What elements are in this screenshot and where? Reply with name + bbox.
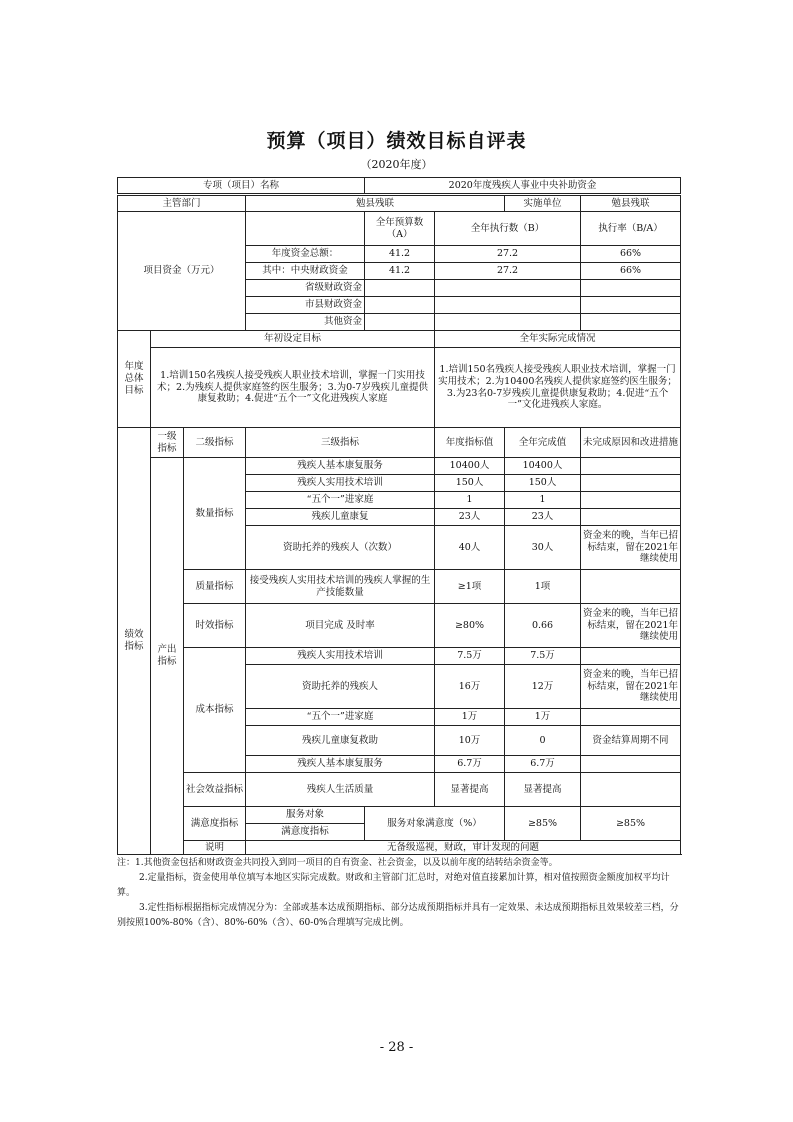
- indicator-actual: 12万: [505, 665, 581, 709]
- funds-row-label: 年度资金总额：: [246, 246, 365, 263]
- funds-row-label: 市县财政资金: [246, 297, 365, 314]
- funds-row-label: 其他资金: [246, 314, 365, 331]
- footnote: 3.定性指标根据指标完成情况分为：全部或基本达成预期指标、部分达成预期指标并具有一定效果、未达成预期指标且效果较差三档，分别按照100%-80%（含）、80%-60%（含）、60-0%合理填写完成比例。: [117, 903, 679, 928]
- indicator-actual: 30人: [505, 526, 581, 570]
- dept-value: 勉县残联: [246, 195, 505, 212]
- indicator-target: 150人: [435, 475, 505, 492]
- remark-label: 说明: [184, 841, 246, 855]
- indicator-reason: [581, 570, 681, 604]
- indicator-name: 残疾人生活质量: [246, 773, 435, 807]
- indicator-name: 项目完成 及时率: [246, 604, 435, 648]
- satisfaction-level2-label: 满意度指标: [246, 824, 365, 841]
- indicator-actual: 23人: [505, 509, 581, 526]
- funds-row-exec: [435, 297, 581, 314]
- indicator-target: 40人: [435, 526, 505, 570]
- funds-row-budget: 41.2: [365, 263, 435, 280]
- indicator-actual: 150人: [505, 475, 581, 492]
- funds-row-rate: 66%: [581, 263, 681, 280]
- service-object-label: 服务对象: [246, 807, 365, 824]
- footnotes: [117, 856, 682, 931]
- indicator-actual: 6.7万: [505, 756, 581, 773]
- indicators-label: 绩效指标: [118, 428, 151, 855]
- goals-initial-header: 年初设定目标: [151, 331, 435, 348]
- footnote: 2.定量指标，资金使用单位填写本地区实际完成数。财政和主管部门汇总时，对绝对值直接累加计算，相对值按照资金额度加权平均计算。: [117, 873, 670, 898]
- funds-row-budget: [365, 280, 435, 297]
- indicator-reason: [581, 709, 681, 726]
- indicator-reason: [581, 458, 681, 475]
- indicator-reason: 资金来的晚，当年已招标结束，留在2021年继续使用: [581, 526, 681, 570]
- quality-indicator-label: 质量指标: [184, 570, 246, 604]
- output-indicator-label: 产出指标: [151, 458, 184, 855]
- goals-actual-header: 全年实际完成情况: [435, 331, 681, 348]
- indicator-reason: [581, 648, 681, 665]
- unit-label: 实施单位: [505, 195, 581, 212]
- funds-row-budget: [365, 297, 435, 314]
- funds-row-label: 省级财政资金: [246, 280, 365, 297]
- indicator-target: ≥85%: [505, 807, 581, 841]
- indicator-reason: [581, 773, 681, 807]
- indicator-target: ≥1项: [435, 570, 505, 604]
- dept-label: 主管部门: [118, 195, 246, 212]
- indicator-reason: [581, 492, 681, 509]
- goals-actual-text: 1.培训150名残疾人接受残疾人职业技术培训，掌握一门实用技术；2.为10400名残疾人提供家庭签约医生服务；3.为23名0-7岁残疾儿童提供康复救助；4.促进“五个一”文化进残疾人家庭。: [435, 348, 681, 428]
- indicator-reason: 资金来的晚，当年已招标结束，留在2021年继续使用: [581, 665, 681, 709]
- goals-label: 年度总体目标: [118, 331, 151, 428]
- indicator-name: 残疾人实用技术培训: [246, 475, 435, 492]
- indicator-name: 资助托养的残疾人: [246, 665, 435, 709]
- funds-row-exec: [435, 314, 581, 331]
- indicator-actual: 1: [505, 492, 581, 509]
- indicator-target: 6.7万: [435, 756, 505, 773]
- indicator-target: 10万: [435, 726, 505, 756]
- level3-header: 三级指标: [246, 428, 435, 458]
- indicator-reason: [581, 475, 681, 492]
- funds-row-exec: 27.2: [435, 263, 581, 280]
- indicator-name: 残疾人基本康复服务: [246, 756, 435, 773]
- funds-rate-header: 执行率（B/A）: [581, 212, 681, 246]
- cost-indicator-label: 成本指标: [184, 648, 246, 773]
- project-name-value: 2020年度残疾人事业中央补助资金: [365, 178, 681, 195]
- quantity-indicator-label: 数量指标: [184, 458, 246, 570]
- indicator-name: 残疾儿童康复救助: [246, 726, 435, 756]
- funds-row-rate: [581, 314, 681, 331]
- level1-header: 一级指标: [151, 428, 184, 458]
- reason-header: 未完成原因和改进措施: [581, 428, 681, 458]
- indicator-name: “五个一”进家庭: [246, 709, 435, 726]
- funds-row-budget: [365, 314, 435, 331]
- indicator-target: 显著提高: [435, 773, 505, 807]
- goals-initial-text: 1.培训150名残疾人接受残疾人职业技术培训，掌握一门实用技术；2.为残疾人提供家庭签约医生服务；3.为0-7岁残疾儿童提供康复救助；4.促进“五个一”文化进残疾人家庭: [151, 348, 435, 428]
- funds-exec-header: 全年执行数（B）: [435, 212, 581, 246]
- indicator-name: 资助托养的残疾人（次数）: [246, 526, 435, 570]
- indicator-reason: 资金结算周期不同: [581, 726, 681, 756]
- indicator-actual: ≥85%: [581, 807, 681, 841]
- funds-row-rate: [581, 280, 681, 297]
- funds-budget-header: 全年预算数（A）: [365, 212, 435, 246]
- indicator-target: 7.5万: [435, 648, 505, 665]
- indicator-actual: 0.66: [505, 604, 581, 648]
- indicator-reason: 资金来的晚，当年已招标结束，留在2021年继续使用: [581, 604, 681, 648]
- level2-header: 二级指标: [184, 428, 246, 458]
- funds-row-rate: 66%: [581, 246, 681, 263]
- funds-row-exec: 27.2: [435, 246, 581, 263]
- funds-row-rate: [581, 297, 681, 314]
- page-subtitle: （2020年度）: [360, 158, 433, 171]
- indicator-name: 残疾人实用技术培训: [246, 648, 435, 665]
- indicator-name: 服务对象满意度（%）: [365, 807, 505, 841]
- indicator-name: “五个一”进家庭: [246, 492, 435, 509]
- indicator-target: 23人: [435, 509, 505, 526]
- funds-row-label: 其中：中央财政资金: [246, 263, 365, 280]
- remark-text: 无备级巡视，财政，审计发现的问题: [246, 841, 681, 855]
- indicator-actual: 0: [505, 726, 581, 756]
- page-title: 预算（项目）绩效目标自评表: [266, 130, 527, 152]
- benefit-indicator-label: 社会效益指标: [184, 773, 246, 807]
- target-header: 年度指标值: [435, 428, 505, 458]
- actual-header: 全年完成值: [505, 428, 581, 458]
- indicator-reason: [581, 509, 681, 526]
- indicator-name: 残疾儿童康复: [246, 509, 435, 526]
- indicator-target: 1: [435, 492, 505, 509]
- funds-row-exec: [435, 280, 581, 297]
- unit-value: 勉县残联: [581, 195, 681, 212]
- project-name-label: 专项（项目）名称: [118, 178, 365, 195]
- indicator-target: 16万: [435, 665, 505, 709]
- indicator-name: 接受残疾人实用技术培训的残疾人掌握的生产技能数量: [246, 570, 435, 604]
- footnote: 注：1.其他资金包括和财政资金共同投入到同一项目的自有资金、社会资金，以及以前年度的结转结余资金等。: [117, 858, 558, 868]
- indicator-target: 1万: [435, 709, 505, 726]
- indicator-name: 残疾人基本康复服务: [246, 458, 435, 475]
- funds-label: 项目资金（万元）: [118, 212, 246, 331]
- indicator-actual: 显著提高: [505, 773, 581, 807]
- funds-blank: [246, 212, 365, 246]
- indicator-reason: [581, 756, 681, 773]
- page-number: - 28 -: [379, 1040, 414, 1055]
- timeliness-indicator-label: 时效指标: [184, 604, 246, 648]
- indicator-actual: 7.5万: [505, 648, 581, 665]
- indicator-target: 10400人: [435, 458, 505, 475]
- indicator-actual: 1项: [505, 570, 581, 604]
- satisfaction-level1-label: 满意度指标: [184, 807, 246, 841]
- funds-row-budget: 41.2: [365, 246, 435, 263]
- indicator-actual: 1万: [505, 709, 581, 726]
- indicator-actual: 10400人: [505, 458, 581, 475]
- self-evaluation-table: [117, 177, 680, 853]
- indicator-target: ≥80%: [435, 604, 505, 648]
